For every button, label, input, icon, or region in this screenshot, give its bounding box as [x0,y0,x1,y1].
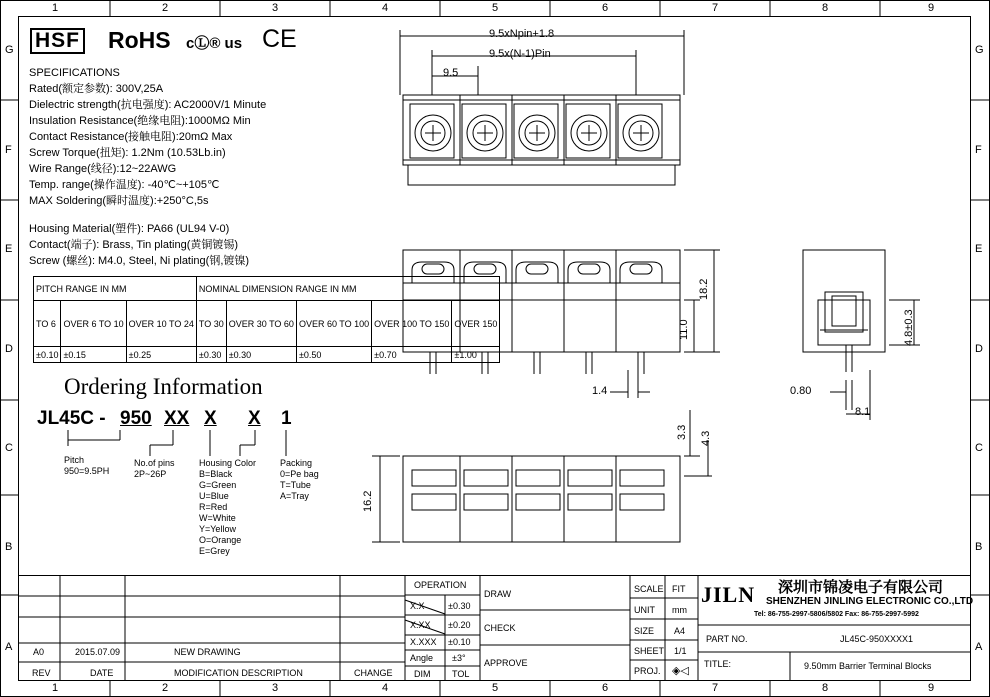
tb-xx: X.X [410,601,425,611]
order-code-pins: XX [164,408,190,429]
dim-bottom-a: 3.3 [676,424,688,440]
row-label: G [5,44,14,56]
date-label: DATE [90,668,114,678]
rev-value: A0 [33,647,45,657]
material-line: Contact(端子): Brass, Tin plating(黄铜镀锡) [29,239,239,251]
col-label: 9 [928,2,935,14]
col-label: 6 [602,2,609,14]
tb-scale-v: FIT [672,584,686,594]
col-label: 8 [822,2,829,14]
dim-side-a: 0.80 [790,385,812,397]
screw-head [422,264,444,274]
tb-unit-v: mm [672,605,687,615]
slot-rect [516,494,560,510]
terminal-cell [566,104,610,158]
tol-cell: ±1.00 [452,347,500,363]
tb-xxx-tol: ±0.20 [448,620,471,630]
range-cell: OVER 150 [452,301,500,347]
range-cell: TO 30 [196,301,226,347]
slot-rect [464,494,508,510]
tb-xxxx: X.XXX [410,637,437,647]
range-cell: OVER 10 TO 24 [126,301,196,347]
spec-line: Dielectric strength(抗电强度): AC2000V/1 Minute [29,99,267,111]
col-label: 4 [382,2,389,14]
row-label: A [5,641,13,653]
order-code-pitch: 950 [120,408,152,429]
tb-approve: APPROVE [484,658,528,668]
drawing-title: 9.50mm Barrier Terminal Blocks [804,661,932,671]
dim-overall: 9.5xNpin+1.8 [489,28,555,40]
slot-rect [568,470,612,486]
row-label: F [975,144,982,156]
range-cell: OVER 60 TO 100 [296,301,371,347]
dim-pin: 1.4 [592,385,608,397]
slot-rect [464,470,508,486]
row-label: F [5,144,12,156]
projection-icon: ◈◁ [672,665,689,677]
material-line: Housing Material(塑件): PA66 (UL94 V-0) [29,223,230,235]
row-label: B [5,541,13,553]
col-label: 9 [928,682,935,694]
tol-cell: ±0.30 [226,347,296,363]
pins-note: No.of pins 2P~26P [134,458,175,479]
col-label: 2 [162,682,169,694]
tol-cell: ±0.15 [61,347,126,363]
dim-height: 18.2 [698,278,710,300]
spec-line: Wire Range(线径):12~22AWG [29,163,177,175]
company-name-cn: 深圳市锦凌电子有限公司 [778,579,944,596]
tol-cell: ±0.25 [126,347,196,363]
order-code-prefix: JL45C - [37,408,106,429]
pitch-note: Pitch 950=9.5PH [64,455,110,476]
col-label: 5 [492,682,499,694]
screw-head [474,264,496,274]
color-note: Housing Color B=Black G=Green U=Blue R=Red W=White Y=Yellow O=Orange E=Grey [199,458,257,556]
tb-dim: DIM [414,669,431,679]
order-code-suffix: 1 [281,408,292,429]
screw-clamp [568,262,610,283]
tb-draw: DRAW [484,589,512,599]
terminal-cell [514,104,558,158]
col-label: 5 [492,2,499,14]
pitch-range-header: PITCH RANGE IN MM [34,277,197,301]
col-label: 7 [712,682,719,694]
screw-head [630,264,652,274]
col-label: 8 [822,682,829,694]
screw-head [526,264,548,274]
part-no: JL45C-950XXXX1 [840,634,914,644]
material-line: Screw (螺丝): M4.0, Steel, Ni plating(钢,镀镍) [29,255,250,267]
rev-label: REV [32,668,51,678]
tb-xxxx-tol: ±0.10 [448,637,471,647]
col-label: 1 [52,682,59,694]
tol-cell: ±0.10 [34,347,61,363]
tb-xx-tol: ±0.30 [448,601,471,611]
dim-bottom-b: 4.3 [700,430,712,446]
order-code-packing: X [248,408,261,429]
desc-value: NEW DRAWING [174,647,241,657]
row-label: B [975,541,983,553]
range-cell: OVER 30 TO 60 [226,301,296,347]
row-label: A [975,641,983,653]
range-cell: OVER 100 TO 150 [372,301,452,347]
part-no-label: PART NO. [706,634,748,644]
dim-side-h: 4.8±0.3 [903,309,915,346]
col-label: 6 [602,682,609,694]
row-label: G [975,44,984,56]
ce-logo: CE [262,25,297,53]
col-label: 7 [712,2,719,14]
tb-sheet: SHEET [634,646,665,656]
hsf-logo: HSF [30,28,85,54]
row-label: C [5,442,13,454]
dim-side-b: 8.1 [855,406,871,418]
terminal-cell [618,104,662,158]
tb-scale: SCALE [634,584,664,594]
col-label: 2 [162,2,169,14]
spec-line: MAX Soldering(瞬时温度):+250°C,5s [29,195,209,207]
slot-rect [412,470,456,486]
range-cell: TO 6 [34,301,61,347]
desc-label: MODIFICATION DESCRIPTION [174,668,303,678]
screw-clamp [620,262,662,283]
slot-rect [568,494,612,510]
terminal-cell [410,104,454,158]
tb-size: SIZE [634,626,655,636]
tolerance-table [33,276,500,363]
change-label: CHANGE [354,668,393,678]
dim-span: 9.5x(N-1)Pin [489,48,551,60]
company-tel: Tel: 86-755-2997-5806/5802 Fax: 86-755-2997-5992 [754,611,919,618]
range-cell: OVER 6 TO 10 [61,301,126,347]
tb-operation: OPERATION [414,580,467,590]
spec-line: Insulation Resistance(绝缘电阻):1000MΩ Min [29,115,251,127]
row-label: D [5,343,13,355]
spec-line: Contact Resistance(接触电阻):20mΩ Max [29,131,233,143]
dim-height2: 11.0 [678,319,690,340]
tb-unit: UNIT [634,605,655,615]
tb-angle: Angle [410,653,434,663]
tb-xxx: X.XX [410,620,431,630]
screw-clamp [516,262,558,283]
tb-size-v: A4 [674,626,686,636]
order-code-color: X [204,408,217,429]
spec-title: SPECIFICATIONS [29,67,120,79]
tol-cell: ±0.30 [196,347,226,363]
col-label: 1 [52,2,59,14]
tb-proj: PROJ. [634,666,661,676]
screw-head [578,264,600,274]
tb-sheet-v: 1/1 [674,646,687,656]
row-label: E [5,243,13,255]
row-label: C [975,442,983,454]
spec-line: Rated(额定参数): 300V,25A [29,83,164,95]
slot-rect [620,494,664,510]
date-value: 2015.07.09 [75,647,121,657]
company-name-en: SHENZHEN JINLING ELECTRONIC CO.,LTD [766,596,974,607]
col-label: 3 [272,682,279,694]
ordering-title: Ordering Information [64,374,263,399]
tol-cell: ±0.50 [296,347,371,363]
rohs-logo: RoHS [108,27,171,53]
slot-rect [516,470,560,486]
packing-note: Packing 0=Pe bag T=Tube A=Tray [280,458,319,501]
slot-rect [412,494,456,510]
tb-tol: TOL [452,669,470,679]
row-label: E [975,243,983,255]
dim-bottom-h: 16.2 [362,490,374,512]
col-label: 4 [382,682,389,694]
nominal-range-header: NOMINAL DIMENSION RANGE IN MM [196,277,500,301]
slot-rect [620,470,664,486]
company-logo: JILN [701,582,756,607]
row-label: D [975,343,983,355]
tb-angle-tol: ±3° [452,653,466,663]
spec-line: Screw Torque(扭矩): 1.2Nm (10.53Lb.in) [29,147,226,159]
col-label: 3 [272,2,279,14]
dim-pitch: 9.5 [443,67,459,79]
tol-cell: ±0.70 [372,347,452,363]
spec-line: Temp. range(操作温度): -40℃~+105℃ [29,179,220,191]
ul-logo: cⓁ® us [186,35,243,52]
tb-check: CHECK [484,623,516,633]
title-label: TITLE: [704,659,732,669]
terminal-cell [462,104,506,158]
